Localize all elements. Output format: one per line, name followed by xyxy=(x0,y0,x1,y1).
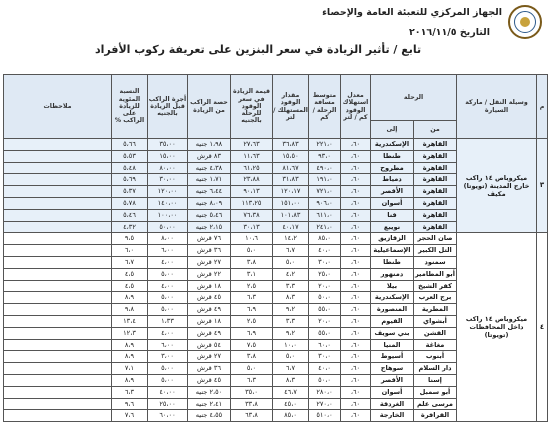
cell-pct: ٥،٦٦ xyxy=(112,139,148,151)
cell-share: ٢٧ قرش xyxy=(188,351,231,363)
cell-from: المطرية xyxy=(414,304,457,316)
cell-pct: ٥،٤٨ xyxy=(112,162,148,174)
col-header-fare-before: أجرة الراكب قبل الزيادة بالجنيه xyxy=(148,75,188,139)
cell-from: أبشواي xyxy=(414,315,457,327)
cell-notes xyxy=(4,139,112,151)
cell-dist: ٣٠،٠ xyxy=(309,351,341,363)
col-header-increase-percent: النسبة المئوية للزيادة على الراكب % xyxy=(112,75,148,139)
cell-share: ٢٧ قرش xyxy=(188,256,231,268)
cell-cost: ٢،٥ xyxy=(231,280,273,292)
cell-fare: ٤،٠٠ xyxy=(148,327,188,339)
cell-from: أبو المطامير xyxy=(414,268,457,280)
cell-notes xyxy=(4,245,112,257)
cell-dist: ١٩١،٠ xyxy=(309,174,341,186)
cell-notes xyxy=(4,363,112,375)
cell-from: برج العرب xyxy=(414,292,457,304)
cell-cost: ٦٣،٨ xyxy=(231,410,273,422)
cell-notes xyxy=(4,304,112,316)
cell-to: الخارجة xyxy=(371,410,414,422)
cell-pct: ٦،٣ xyxy=(112,386,148,398)
cell-to: بني سويف xyxy=(371,327,414,339)
cell-fare: ٥٠،٠٠ xyxy=(148,221,188,233)
cell-cost: ٢٣،٨٨ xyxy=(231,174,273,186)
cell-cost: ٣٠،١٣ xyxy=(231,221,273,233)
cell-cost: ٢٧،٦٣ xyxy=(231,139,273,151)
cell-share: ٧٦ قرش xyxy=(188,233,231,245)
col-header-fuel-consumed: مقدار الوقود المستهلك / لتر xyxy=(273,75,309,139)
cell-pct: ٥،٥٣ xyxy=(112,150,148,162)
cell-pct: ١٣،٤ xyxy=(112,315,148,327)
cell-to: قنا xyxy=(371,209,414,221)
cell-to: الإسكندرية xyxy=(371,292,414,304)
cell-fare: ١،٣٣ xyxy=(148,315,188,327)
cell-dist: ٥٥،٠ xyxy=(309,327,341,339)
cell-rate: ٦٠، xyxy=(341,374,371,386)
cell-share: ١٨ قرش xyxy=(188,280,231,292)
cell-fuel: ٣،٣ xyxy=(273,315,309,327)
cell-fare: ٨٠،٠٠ xyxy=(148,162,188,174)
cell-fuel: ٤٦،٧ xyxy=(273,386,309,398)
cell-dist: ٢٢١،٠ xyxy=(309,139,341,151)
cell-share: ٣٦ قرش xyxy=(188,363,231,375)
cell-share: ٤٥ قرش xyxy=(188,292,231,304)
col-header-to: إلى xyxy=(371,121,414,139)
cell-fare: ٣٥،٠٠ xyxy=(148,139,188,151)
col-header-from: من xyxy=(414,121,457,139)
cell-rate: ٦٠، xyxy=(341,150,371,162)
cell-dist: ٥٥،٠ xyxy=(309,304,341,316)
cell-to: الزقازيق xyxy=(371,233,414,245)
cell-fare: ٤،٠٠ xyxy=(148,256,188,268)
cell-fuel: ٣٦،٨٣ xyxy=(273,139,309,151)
cell-from: صان الحجر xyxy=(414,233,457,245)
cell-from: القاهرة xyxy=(414,150,457,162)
vehicle-type: ميكروباص ١٤ راكب داخل المحافظات (تويوتا) xyxy=(457,233,537,422)
cell-to: الأقصر xyxy=(371,186,414,198)
cell-share: ٤٩ قرش xyxy=(188,304,231,316)
cell-from: إسنا xyxy=(414,374,457,386)
cell-from: القاهرة xyxy=(414,186,457,198)
cell-cost: ٦،٩ xyxy=(231,304,273,316)
cell-notes xyxy=(4,150,112,162)
cell-dist: ٤٩٠،٠ xyxy=(309,162,341,174)
cell-rate: ٦٠، xyxy=(341,398,371,410)
cell-dist: ٢٨٠،٠ xyxy=(309,386,341,398)
col-header-trip: الرحلة xyxy=(371,75,457,121)
cell-to: أسوان xyxy=(371,197,414,209)
cell-rate: ٦٠، xyxy=(341,221,371,233)
cell-rate: ٦٠، xyxy=(341,304,371,316)
cell-dist: ٩٠٦،٠ xyxy=(309,197,341,209)
cell-cost: ٧٦،٣٨ xyxy=(231,209,273,221)
cell-rate: ٦٠، xyxy=(341,351,371,363)
vehicle-type: ميكروباص ١٤ راكب خارج المدينة (تويوتا) مكيف xyxy=(457,139,537,233)
table-row xyxy=(4,233,548,245)
cell-from: القاهرة xyxy=(414,139,457,151)
report-date: التاريخ ٢٠١٦/١١/٥ xyxy=(409,27,490,38)
cell-cost: ١١٣،٢٥ xyxy=(231,197,273,209)
cell-fuel: ٦،٧ xyxy=(273,245,309,257)
cell-pct: ٨،٩ xyxy=(112,351,148,363)
cell-cost: ٧،٥ xyxy=(231,339,273,351)
cell-pct: ٤،٥ xyxy=(112,280,148,292)
cell-share: ٢،١٥ جنيه xyxy=(188,221,231,233)
cell-pct: ٥،٣٧ xyxy=(112,186,148,198)
cell-fuel: ٨،٣ xyxy=(273,374,309,386)
cell-cost: ٣٣،٨ xyxy=(231,398,273,410)
cell-fuel: ٣،٣ xyxy=(273,280,309,292)
cell-fare: ٦،٠٠ xyxy=(148,339,188,351)
cell-from: الفرافرة xyxy=(414,410,457,422)
cell-rate: ٦٠، xyxy=(341,410,371,422)
cell-from: القاهرة xyxy=(414,174,457,186)
cell-dist: ٥٠،٠ xyxy=(309,292,341,304)
cell-fuel: ٤،٢ xyxy=(273,268,309,280)
cell-share: ٤،٣٨ جنيه xyxy=(188,162,231,174)
cell-cost: ٣،٨ xyxy=(231,256,273,268)
cell-share: ٢،٤١ جنيه xyxy=(188,398,231,410)
capmas-logo-icon xyxy=(508,5,542,39)
report-title: تابع / تأثير الزيادة في سعر البنزين على تعريفة ركوب الأفراد xyxy=(95,43,422,56)
cell-share: ١،٩٨ جنيه xyxy=(188,139,231,151)
cell-notes xyxy=(4,351,112,363)
cell-dist: ٣٠،٠ xyxy=(309,256,341,268)
col-header-consumption-rate: معدل استهلاك الوقود كم / لتر xyxy=(341,75,371,139)
cell-cost: ٣،٨ xyxy=(231,351,273,363)
cell-to: نويبع xyxy=(371,221,414,233)
cell-rate: ٦٠، xyxy=(341,139,371,151)
cell-from: كفر الشيخ xyxy=(414,280,457,292)
cell-share: ٥٤ قرش xyxy=(188,339,231,351)
cell-fuel: ١٤،٢ xyxy=(273,233,309,245)
cell-pct: ٨،٩ xyxy=(112,292,148,304)
cell-cost: ٣،١ xyxy=(231,268,273,280)
cell-notes xyxy=(4,197,112,209)
col-header-passenger-share: حصة الراكب من الزيادة xyxy=(188,75,231,139)
cell-to: طنطا xyxy=(371,150,414,162)
cell-rate: ٦٠، xyxy=(341,386,371,398)
cell-fuel: ٩،٢ xyxy=(273,327,309,339)
cell-to: دمنهور xyxy=(371,268,414,280)
cell-rate: ٦٠، xyxy=(341,197,371,209)
fare-increase-table xyxy=(3,74,548,422)
cell-dist: ٤٠،٠ xyxy=(309,245,341,257)
cell-to: أسوان xyxy=(371,386,414,398)
cell-cost: ٢،٥ xyxy=(231,315,273,327)
cell-cost: ٦١،٢٥ xyxy=(231,162,273,174)
cell-notes xyxy=(4,268,112,280)
cell-dist: ٤٠،٠ xyxy=(309,363,341,375)
cell-fare: ٤٠،٠٠ xyxy=(148,386,188,398)
group-number: ٤ xyxy=(537,233,548,422)
cell-to: المنصورة xyxy=(371,304,414,316)
cell-cost: ٣٥،٠ xyxy=(231,386,273,398)
cell-notes xyxy=(4,398,112,410)
cell-pct: ٨،٩ xyxy=(112,339,148,351)
cell-fuel: ٣١،٨٣ xyxy=(273,174,309,186)
cell-fare: ٤،٠٠ xyxy=(148,280,188,292)
cell-pct: ٩،٦ xyxy=(112,398,148,410)
cell-rate: ٦٠، xyxy=(341,280,371,292)
cell-cost: ٥،٠ xyxy=(231,363,273,375)
cell-pct: ٦،٠ xyxy=(112,245,148,257)
cell-share: ٤٥ قرش xyxy=(188,374,231,386)
cell-share: ٢٢ قرش xyxy=(188,268,231,280)
cell-fuel: ٥،٠ xyxy=(273,256,309,268)
cell-fuel: ٦،٧ xyxy=(273,363,309,375)
cell-share: ٢،٥٠ جنيه xyxy=(188,386,231,398)
cell-notes xyxy=(4,209,112,221)
cell-rate: ٦٠، xyxy=(341,292,371,304)
cell-pct: ٦،٧ xyxy=(112,256,148,268)
cell-share: ٨،٠٩ جنيه xyxy=(188,197,231,209)
cell-notes xyxy=(4,233,112,245)
cell-pct: ١٢،٣ xyxy=(112,327,148,339)
cell-notes xyxy=(4,186,112,198)
cell-pct: ٧،٦ xyxy=(112,410,148,422)
cell-fuel: ٤٠،١٧ xyxy=(273,221,309,233)
cell-from: الفشن xyxy=(414,327,457,339)
cell-from: مغاغة xyxy=(414,339,457,351)
cell-to: سوهاج xyxy=(371,363,414,375)
cell-to: الإسماعيلية xyxy=(371,245,414,257)
cell-cost: ١٠،٦ xyxy=(231,233,273,245)
cell-fare: ٥،٠٠ xyxy=(148,304,188,316)
cell-dist: ٥٠،٠ xyxy=(309,374,341,386)
cell-share: ٥،٤٦ جنيه xyxy=(188,209,231,221)
cell-pct: ٤،٣٢ xyxy=(112,221,148,233)
col-header-vehicle: وسيلة النقل / ماركة السيارة xyxy=(457,75,537,139)
cell-from: القاهرة xyxy=(414,162,457,174)
cell-cost: ٦،٣ xyxy=(231,292,273,304)
cell-notes xyxy=(4,327,112,339)
cell-dist: ٦٠،٠ xyxy=(309,339,341,351)
cell-fuel: ٨١،٦٧ xyxy=(273,162,309,174)
cell-pct: ٩،٥ xyxy=(112,233,148,245)
cell-share: ١،٧١ جنيه xyxy=(188,174,231,186)
cell-fare: ٣٠،٠٠ xyxy=(148,174,188,186)
cell-fuel: ٨،٣ xyxy=(273,292,309,304)
cell-fare: ٥،٠٠ xyxy=(148,363,188,375)
cell-to: الأقصر xyxy=(371,374,414,386)
col-header-fuel-cost-increase: قيمة الزيادة في سعر الوقود للرحلة بالجنيه xyxy=(231,75,273,139)
cell-dist: ٥١٠،٠ xyxy=(309,410,341,422)
cell-notes xyxy=(4,315,112,327)
cell-rate: ٦٠، xyxy=(341,186,371,198)
cell-cost: ٥،٠ xyxy=(231,245,273,257)
cell-dist: ٢٤١،٠ xyxy=(309,221,341,233)
cell-dist: ٦١١،٠ xyxy=(309,209,341,221)
cell-dist: ٧٢١،٠ xyxy=(309,186,341,198)
cell-rate: ٦٠، xyxy=(341,162,371,174)
cell-from: أبو سمبل xyxy=(414,386,457,398)
cell-rate: ٦٠، xyxy=(341,233,371,245)
cell-fuel: ١٥١،٠٠ xyxy=(273,197,309,209)
cell-pct: ٥،٧٨ xyxy=(112,197,148,209)
cell-pct: ٧،١ xyxy=(112,363,148,375)
cell-fuel: ١٢٠،١٧ xyxy=(273,186,309,198)
cell-cost: ٩٠،١٣ xyxy=(231,186,273,198)
cell-notes xyxy=(4,221,112,233)
cell-from: القاهرة xyxy=(414,197,457,209)
table-row xyxy=(4,139,548,151)
cell-rate: ٦٠، xyxy=(341,363,371,375)
cell-fuel: ١٠١،٨٣ xyxy=(273,209,309,221)
cell-rate: ٦٠، xyxy=(341,315,371,327)
cell-fare: ٥،٠٠ xyxy=(148,292,188,304)
col-header-notes: ملاحظات xyxy=(4,75,112,139)
cell-to: الفيوم xyxy=(371,315,414,327)
cell-from: أبنوب xyxy=(414,351,457,363)
cell-pct: ٤،٥ xyxy=(112,268,148,280)
col-header-m: م xyxy=(537,75,548,139)
cell-pct: ٥،٤٦ xyxy=(112,209,148,221)
cell-rate: ٦٠، xyxy=(341,245,371,257)
cell-notes xyxy=(4,339,112,351)
cell-share: ١٨ قرش xyxy=(188,315,231,327)
cell-cost: ٦،٣ xyxy=(231,374,273,386)
cell-share: ٣٦ قرش xyxy=(188,245,231,257)
cell-dist: ٢٠،٠ xyxy=(309,315,341,327)
cell-from: مرسى علم xyxy=(414,398,457,410)
col-header-avg-distance: متوسط مسافة الرحلة / كم xyxy=(309,75,341,139)
cell-dist: ٢٧٠،٠ xyxy=(309,398,341,410)
cell-dist: ٩٣،٠ xyxy=(309,150,341,162)
cell-fuel: ٩،٢ xyxy=(273,304,309,316)
cell-notes xyxy=(4,280,112,292)
cell-fare: ١٢٠،٠٠ xyxy=(148,186,188,198)
cell-to: الإسكندرية xyxy=(371,139,414,151)
cell-notes xyxy=(4,386,112,398)
cell-to: الغردقة xyxy=(371,398,414,410)
cell-fuel: ٨٥،٠ xyxy=(273,410,309,422)
cell-from: التل الكبير xyxy=(414,245,457,257)
cell-share: ٨٣ قرش xyxy=(188,150,231,162)
cell-to: مطروح xyxy=(371,162,414,174)
cell-fuel: ٤٥،٠ xyxy=(273,398,309,410)
cell-to: دمياط xyxy=(371,174,414,186)
cell-notes xyxy=(4,162,112,174)
cell-from: دار السلام xyxy=(414,363,457,375)
cell-notes xyxy=(4,374,112,386)
cell-fare: ١٤٠،٠٠ xyxy=(148,197,188,209)
cell-cost: ٦،٩ xyxy=(231,327,273,339)
cell-fare: ٥،٠٠ xyxy=(148,374,188,386)
cell-notes xyxy=(4,292,112,304)
cell-rate: ٦٠، xyxy=(341,268,371,280)
cell-to: المنيا xyxy=(371,339,414,351)
cell-share: ٤،٥٥ جنيه xyxy=(188,410,231,422)
cell-dist: ٢٠،٠ xyxy=(309,280,341,292)
table-body xyxy=(4,139,548,422)
cell-pct: ٥،٦٩ xyxy=(112,174,148,186)
report-header xyxy=(0,0,550,76)
cell-rate: ٦٠، xyxy=(341,256,371,268)
cell-to: بيلا xyxy=(371,280,414,292)
cell-fuel: ١٥،٥٠ xyxy=(273,150,309,162)
cell-fare: ٨،٠٠ xyxy=(148,233,188,245)
organization-name: الجهاز المركزي للتعبئة العامة والإحصاء xyxy=(322,7,502,18)
cell-from: القاهرة xyxy=(414,221,457,233)
cell-notes xyxy=(4,174,112,186)
cell-fare: ٥،٠٠ xyxy=(148,268,188,280)
cell-share: ٦،٤٤ جنيه xyxy=(188,186,231,198)
cell-notes xyxy=(4,256,112,268)
cell-from: القاهرة xyxy=(414,209,457,221)
cell-to: طنطا xyxy=(371,256,414,268)
cell-pct: ٨،٩ xyxy=(112,374,148,386)
cell-fuel: ١٠،٠ xyxy=(273,339,309,351)
cell-rate: ٦٠، xyxy=(341,339,371,351)
cell-rate: ٦٠، xyxy=(341,209,371,221)
cell-fuel: ٥،٠ xyxy=(273,351,309,363)
cell-share: ٤٩ قرش xyxy=(188,327,231,339)
cell-notes xyxy=(4,410,112,422)
cell-rate: ٦٠، xyxy=(341,174,371,186)
cell-fare: ٢٥،٠٠ xyxy=(148,398,188,410)
cell-from: سمنود xyxy=(414,256,457,268)
group-number: ٣ xyxy=(537,139,548,233)
cell-fare: ٦،٠٠ xyxy=(148,245,188,257)
cell-cost: ١١،٦٣ xyxy=(231,150,273,162)
cell-fare: ١٥،٠٠ xyxy=(148,150,188,162)
cell-dist: ٨٥،٠ xyxy=(309,233,341,245)
cell-fare: ٦٠،٠٠ xyxy=(148,410,188,422)
cell-to: أسيوط xyxy=(371,351,414,363)
cell-rate: ٦٠، xyxy=(341,327,371,339)
cell-pct: ٩،٨ xyxy=(112,304,148,316)
cell-dist: ٢٥،٠ xyxy=(309,268,341,280)
cell-fare: ١٠٠،٠٠ xyxy=(148,209,188,221)
cell-fare: ٣،٠٠ xyxy=(148,351,188,363)
